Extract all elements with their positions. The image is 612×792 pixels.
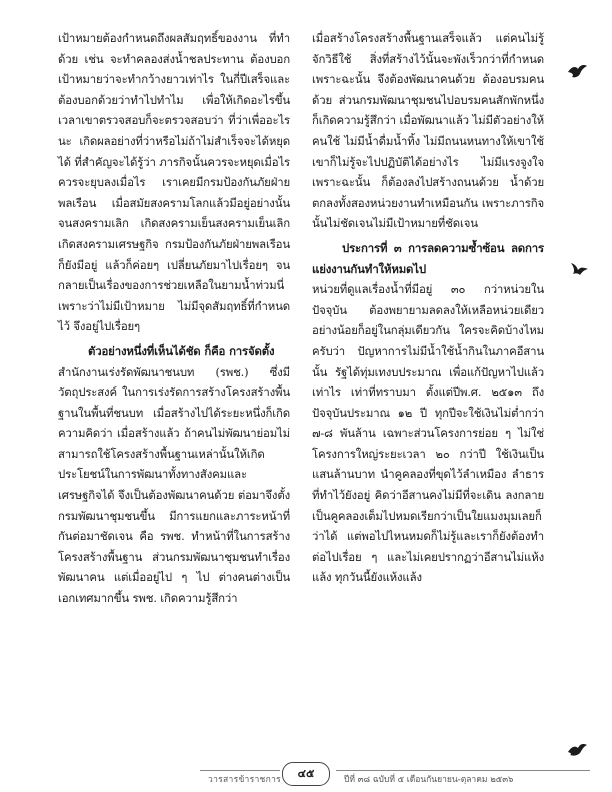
bird-silhouette-icon [566, 738, 588, 760]
footer-rule-right [336, 770, 590, 771]
right-paragraph-1: เมื่อสร้างโครงสร้างพื้นฐานเสร็จแล้ว แต่คนไม่รู้จักวิธีใช้ สิ่งที่สร้างไว้นั้นจะพังเร็วกว่าที่กำหนด เพราะฉะนั้น จึงต้องพัฒนาคนด้วย ต้องอบรมคนด้วย ส่วนกรมพัฒนาชุมชนไปอบรมคนสักพักหนึ่งก็เกิดความรู้สึกว่า เมื่อพัฒนาแล้ว ไม่มีตัวอย่างให้คนใช้ ไม่มีน้ำดื่มน้ำทิ้ง ไม่มีถนนหนทางให้เขาใช้ เขาก็ไม่รู้จะไปปฏิบัติได้อย่างไร ไม่มีแรงจูงใจเพราะฉะนั้น ก็ต้องลงไปสร้างถนนด้วย น้ำด้วย ตกลงทั้งสองหน่วยงานทำเหมือนกัน เพราะภารกิจนั้นไม่ชัดเจนไม่มีเป้าหมายที่ชัดเจน [312, 31, 544, 231]
page-footer [0, 762, 612, 786]
bird-silhouette-icon [566, 60, 588, 82]
left-paragraph-2-bold-lead: ตัวอย่างหนึ่งที่เห็นได้ชัด ก็คือ การจัดตั้ง [88, 343, 275, 358]
left-paragraph-1: เป้าหมายต้องกำหนดถึงผลสัมฤทธิ์ของงาน ที่ทำด้วย เช่น จะทำคลองส่งน้ำชลประทาน ต้องบอกเป้าหมายว่าจะทำกว้างยาวเท่าไร ในกี่ปีเสร็จและต้องบอกด้วยว่าทำไปทำไม เพื่อให้เกิดอะไรขึ้น เวลาเขาตรวจสอบก็จะตรวจสอบว่า ที่ว่าเพื่ออะไรนะ เกิดผลอย่างที่ว่าหรือไม่ถ้าไม่สำเร็จจะได้หยุดได้ ที่สำคัญจะได้รู้ว่า ภารกิจนั้นควรจะหยุดเมื่อไร ควรจะยุบลงเมื่อไร เราเคยมีกรมป้องกันภัยฝ่ายพลเรือน เมื่อสมัยสงครามโลกแล้วมีอยู่อย่างนั้นจนสงครามเลิก เกิดสงครามเย็นสงครามเย็นเลิก เกิดสงครามเศรษฐกิจ กรมป้องกันภัยฝ่ายพลเรือนก็ยังมีอยู่ แล้วก็ค่อยๆ เปลี่ยนภัยมาไปเรื่อยๆ จนกลายเป็นเรื่องของการช่วยเหลือในยามน้ำท่วมนี่ เพราะว่าไม่มีเป้าหมาย ไม่มีจุดสัมฤทธิ์ที่กำหนดไว้ จึงอยู่ไปเรื่อยๆ [58, 31, 290, 334]
right-paragraph-2-bold-lead: ประการที่ ๓ การลดความซ้ำซ้อน ลดการแย่งงานกันทำให้หมดไป [312, 240, 544, 276]
bird-silhouette-icon [568, 255, 590, 277]
right-paragraph-3: หน่วยที่ดูแลเรื่องน้ำที่มีอยู่ ๓๐ กว่าหน่วยในปัจจุบัน ต้องพยายามลดลงให้เหลือหน่วยเดียว อย่างน้อยก็อยู่ในกลุ่มเดียวกัน ใครจะคิดบ้างไหมครับว่า ปัญหาการไม่มีน้ำใช้น้ำกินในภาคอีสานนั้น รัฐได้ทุ่มเทงบประมาณ เพื่อแก้ปัญหาไปแล้วเท่าไร เท่าที่ทราบมา ตั้งแต่ปีพ.ศ. ๒๕๑๓ ถึงปัจจุบันประมาณ ๑๒ ปี ทุกปีจะใช้เงินไม่ต่ำกว่า ๗-๘ พันล้าน เฉพาะส่วนโครงการย่อย ๆ ไม่ใช่โครงการใหญ่ระยะเวลา ๒๐ กว่าปี ใช้เงินเป็นแสนล้านบาท นำคูคลองที่ขุดไว้ลำเหมือง ลำธารที่ทำไว้ยังอยู่ คิดว่าอีสานคงไม่มีที่จะเดิน ลงกลายเป็นคูคลองเต็มไปหมดเรียกว่าเป็นใยแมงมุมเลยก็ว่าได้ แต่พอไปไหนหมดก็ไม่รู้และเราก็ยังต้องทำต่อไปเรื่อย ๆ และไม่เคยปรากฏว่าอีสานไม่แห้งแล้ง ทุกวันนี้ยังแห้งแล้ง [312, 282, 544, 585]
journal-name: วารสารข้าราชการ [208, 775, 282, 785]
left-column [58, 28, 290, 609]
issue-info: ปีที่ ๓๘ ฉบับที่ ๕ เดือนกันยายน-ตุลาคม ๒๕๓๖ [344, 775, 514, 785]
footer-rule-left [200, 770, 280, 771]
page-number: ๔๕ [282, 762, 330, 786]
right-column [312, 28, 544, 588]
left-paragraph-3: สำนักงานเร่งรัดพัฒนาชนบท (รพช.) ซึ่งมีวัตถุประสงค์ ในการเร่งรัดการสร้างโครงสร้างพื้นฐานในพื้นที่ชนบท เมื่อสร้างไปได้ระยะหนึ่งก็เกิดความคิดว่า เมื่อสร้างแล้ว ถ้าคนไม่พัฒนาย่อมไม่สามารถใช้โครงสร้างพื้นฐานเหล่านั้นให้เกิดประโยชน์ในการพัฒนาทั้งทางสังคมและเศรษฐกิจได้ จึงเป็นต้องพัฒนาคนด้วย ต่อมาจึงตั้งกรมพัฒนาชุมชนขึ้น มีการแยกและภาระหน้าที่กันต่อมาชัดเจน คือ รพช. ทำหน้าที่ในการสร้างโครงสร้างพื้นฐาน ส่วนกรมพัฒนาชุมชนทำเรื่องพัฒนาคน แต่เมื่ออยู่ไป ๆ ไป ต่างคนต่างเป็นเอกเทศมากขึ้น รพช. เกิดความรู้สึกว่า [58, 364, 290, 606]
